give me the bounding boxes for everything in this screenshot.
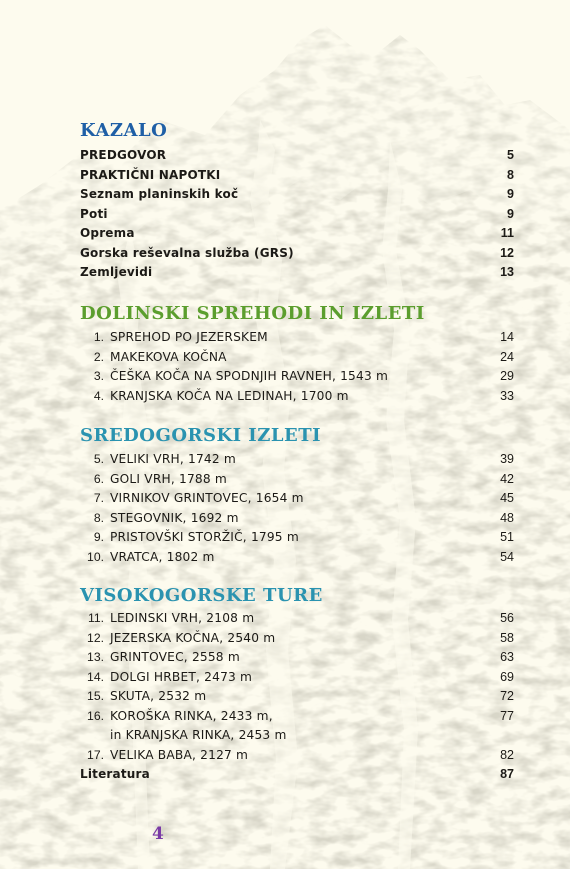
toc-entry-title: Gorska reševalna služba (GRS): [80, 245, 294, 260]
toc-entry-page: 51: [500, 530, 514, 544]
toc-entry[interactable]: [80, 452, 514, 472]
toc-entry-title: Poti: [80, 206, 108, 221]
toc-entry[interactable]: [80, 748, 514, 768]
toc-entry-page: 48: [500, 510, 514, 525]
page-number: 4: [152, 824, 164, 844]
section-title-dolinski-sprehodi: DOLINSKI SPREHODI IN IZLETI: [80, 303, 425, 324]
toc-entry-number: 6.: [93, 471, 104, 486]
toc-entry-title: VIRNIKOV GRINTOVEC, 1654 m: [110, 491, 304, 505]
toc-entry[interactable]: [80, 511, 514, 531]
toc-entry-page: 45: [500, 491, 514, 505]
toc-entry-title: LEDINSKI VRH, 2108 m: [110, 611, 255, 625]
toc-entry-page: 87: [500, 767, 514, 781]
toc-entry[interactable]: [80, 689, 514, 709]
toc-entry-page: 5: [507, 148, 514, 162]
section-title-kazalo: KAZALO: [80, 120, 168, 141]
toc-entry-title: KOROŠKA RINKA, 2433 m,: [110, 708, 273, 723]
toc-entry[interactable]: [80, 611, 514, 631]
toc-entry[interactable]: [80, 187, 514, 207]
toc-entry-number: 16.: [87, 708, 104, 723]
toc-entry-page: 9: [507, 187, 514, 201]
toc-entry-page: 56: [500, 611, 514, 625]
toc-entry-number: 5.: [93, 452, 104, 466]
toc-entry-title: SKUTA, 2532 m: [110, 689, 207, 703]
toc-entry-page: 39: [500, 452, 514, 466]
toc-entry[interactable]: [80, 330, 514, 350]
toc-entry-title: Zemljevidi: [80, 265, 153, 279]
toc-entry-page: 14: [500, 330, 514, 344]
toc-entry-number: 12.: [87, 630, 104, 645]
toc-entry-number: 11.: [87, 611, 104, 625]
toc-entry-number: 2.: [93, 349, 104, 364]
toc-entry-title: STEGOVNIK, 1692 m: [110, 510, 239, 525]
toc-entry-number: 1.: [93, 330, 104, 344]
toc-entry-title: Seznam planinskih koč: [80, 187, 239, 201]
toc-entry[interactable]: [80, 631, 514, 651]
toc-entry-continuation[interactable]: [80, 728, 514, 748]
toc-entry-title: PRISTOVŠKI STORŽIČ, 1795 m: [110, 530, 299, 544]
toc-entry-title: Oprema: [80, 226, 135, 240]
toc-entry-number: 14.: [87, 669, 104, 684]
toc-entry-page: 13: [500, 265, 514, 279]
toc-entry-page: 58: [500, 630, 514, 645]
toc-entry[interactable]: [80, 207, 514, 227]
toc-entry-number: 13.: [87, 650, 104, 664]
toc-entry-number: 17.: [87, 747, 104, 762]
toc-entry-page: 63: [500, 650, 514, 664]
toc-entry-page: 11: [500, 226, 514, 240]
toc-entry-title: VELIKA BABA, 2127 m: [110, 747, 249, 762]
toc-entry-page: 33: [500, 388, 514, 403]
toc-entry-title: DOLGI HRBET, 2473 m: [110, 669, 253, 684]
toc-entry[interactable]: [80, 168, 514, 188]
toc-entry-title: ČEŠKA KOČA NA SPODNJIH RAVNEH, 1543 m: [110, 369, 389, 383]
toc-entry[interactable]: [80, 670, 514, 690]
toc-entry-title: GOLI VRH, 1788 m: [110, 471, 227, 486]
toc-entry[interactable]: [80, 472, 514, 492]
toc-list-sredogorski: [80, 452, 514, 569]
toc-entry[interactable]: [80, 709, 514, 729]
toc-list-dolinski: [80, 330, 514, 408]
toc-entry-title: KRANJSKA KOČA NA LEDINAH, 1700 m: [110, 388, 349, 403]
toc-entry-number: 10.: [87, 549, 104, 564]
toc-entry-title: VRATCA, 1802 m: [110, 549, 215, 564]
toc-entry-page: 12: [500, 245, 514, 260]
toc-entry-title: PREDGOVOR: [80, 148, 167, 162]
toc-entry[interactable]: [80, 389, 514, 409]
toc-entry-page: 77: [500, 708, 514, 723]
toc-entry-page: 82: [500, 747, 514, 762]
toc-entry[interactable]: [80, 650, 514, 670]
toc-entry-title: VELIKI VRH, 1742 m: [110, 452, 236, 466]
toc-entry[interactable]: [80, 246, 514, 266]
toc-entry[interactable]: [80, 265, 514, 285]
toc-entry[interactable]: [80, 226, 514, 246]
toc-list-front-matter: [80, 148, 514, 285]
toc-entry-page: 54: [500, 549, 514, 564]
toc-entry-title: JEZERSKA KOČNA, 2540 m: [110, 630, 276, 645]
toc-entry-number: 7.: [93, 491, 104, 505]
toc-entry-page: 24: [500, 349, 514, 364]
toc-entry-title: in KRANJSKA RINKA, 2453 m: [110, 728, 287, 742]
toc-entry-number: 3.: [93, 369, 104, 383]
toc-entry[interactable]: [80, 369, 514, 389]
toc-entry[interactable]: [80, 530, 514, 550]
toc-entry-page: 72: [500, 689, 514, 703]
toc-entry[interactable]: [80, 491, 514, 511]
section-title-visokogorske-ture: VISOKOGORSKE TURE: [80, 585, 323, 606]
toc-entry-title: PRAKTIČNI NAPOTKI: [80, 167, 221, 182]
toc-entry-title: MAKEKOVA KOČNA: [110, 349, 227, 364]
toc-entry-number: 8.: [93, 510, 104, 525]
toc-entry[interactable]: [80, 148, 514, 168]
toc-entry-title: GRINTOVEC, 2558 m: [110, 650, 240, 664]
toc-entry-title: Literatura: [80, 767, 150, 781]
toc-entry-number: 9.: [93, 530, 104, 544]
toc-entry[interactable]: [80, 350, 514, 370]
toc-entry-page: 9: [507, 206, 514, 221]
toc-list-visokogorske: [80, 611, 514, 787]
toc-entry-page: 8: [507, 167, 514, 182]
toc-entry-literatura[interactable]: [80, 767, 514, 787]
toc-entry-title: SPREHOD PO JEZERSKEM: [110, 330, 268, 344]
toc-entry-page: 69: [500, 669, 514, 684]
toc-entry[interactable]: [80, 550, 514, 570]
section-title-sredogorski-izleti: SREDOGORSKI IZLETI: [80, 425, 322, 446]
toc-entry-number: 4.: [93, 388, 104, 403]
toc-entry-page: 29: [500, 369, 514, 383]
toc-entry-number: 15.: [87, 689, 104, 703]
toc-entry-page: 42: [500, 471, 514, 486]
